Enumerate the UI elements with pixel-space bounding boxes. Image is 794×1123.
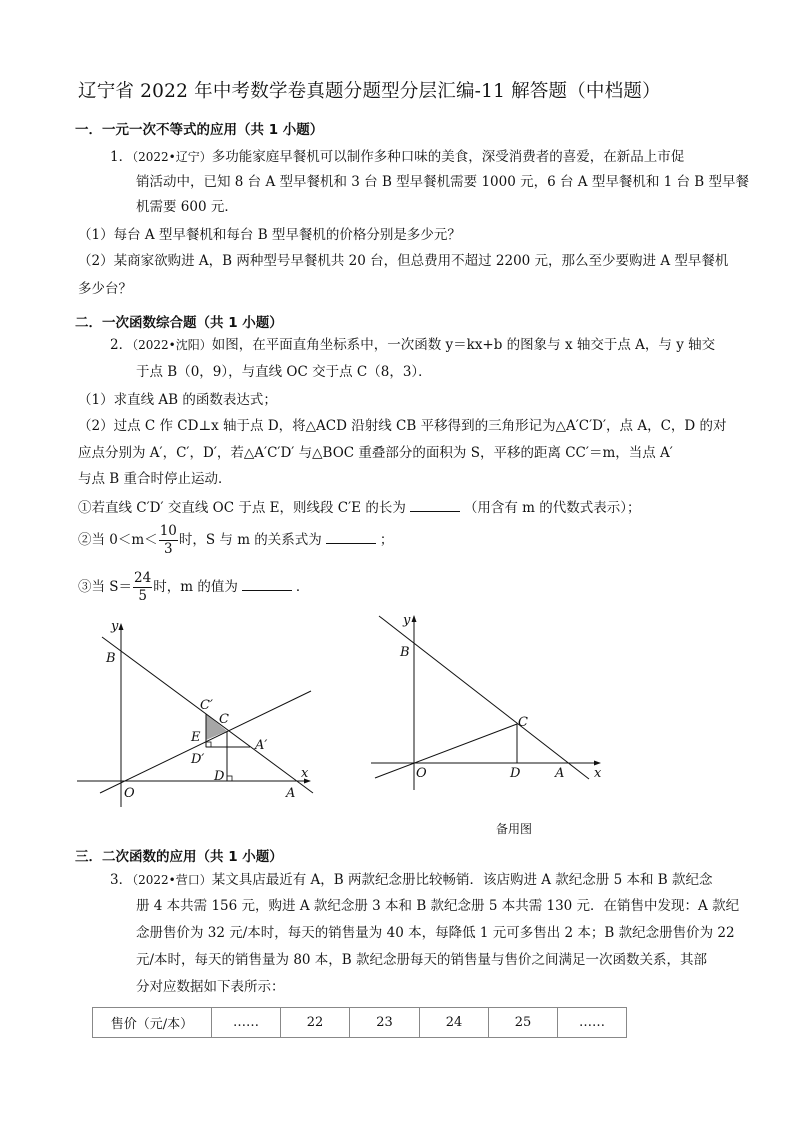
fraction-numerator: 10 bbox=[159, 523, 177, 539]
label-d: D bbox=[214, 769, 225, 784]
table-cell: 24 bbox=[420, 1008, 489, 1038]
table-row bbox=[93, 1008, 627, 1038]
problem-source: （2022•辽宁） bbox=[132, 150, 212, 164]
problem-3-line-1 bbox=[110, 871, 712, 889]
problem-1-part-1: （1）每台 A 型早餐机和每台 B 型早餐机的价格分别是多少元？ bbox=[78, 227, 461, 243]
problem-2-part-2-cont-1: 应点分别为 A′，C′，D′，若△A′C′D′ 与△BOC 重叠部分的面积为 S，平移的距离 CC′＝m，当点 A′ bbox=[78, 445, 673, 461]
problem-3-line-3: 念册售价为 32 元/本时，每天的销售量为 40 本，每降低 1 元可多售出 2 本；B 款纪念册售价为 22 bbox=[136, 925, 735, 941]
problem-1-part-2-cont: 多少台？ bbox=[78, 281, 132, 297]
subquestion-2-text: ②当 0＜m＜ bbox=[78, 532, 158, 548]
fraction-denominator: 3 bbox=[163, 541, 173, 557]
fraction-denominator: 5 bbox=[138, 588, 147, 604]
label-y: y bbox=[111, 619, 119, 634]
subquestion-3-text: ③当 S＝ bbox=[78, 579, 133, 595]
subquestion-3-text-2: 时，m 的值为 bbox=[153, 579, 238, 595]
problem-3-line-2: 册 4 本共需 156 元，购进 A 款纪念册 3 本和 B 款纪念册 5 本共需 130 元．在销售中发现：A 款纪 bbox=[136, 898, 740, 914]
section-heading-3: 三．二次函数的应用（共 1 小题） bbox=[75, 849, 283, 865]
table-cell: 22 bbox=[281, 1008, 350, 1038]
problem-3-line-5: 分对应数据如下表所示： bbox=[136, 979, 285, 995]
problem-1-part-2: （2）某商家欲购进 A，B 两种型号早餐机共 20 台，但总费用不超过 2200 元，那么至少要购进 A 型早餐机 bbox=[78, 253, 729, 269]
backup-figure-caption: 备用图 bbox=[496, 822, 533, 836]
price-table bbox=[92, 1007, 627, 1038]
problem-2-line-2: 于点 B（0，9），与直线 OC 交于点 C（8，3）． bbox=[136, 364, 432, 380]
label-o: O bbox=[416, 766, 427, 781]
subquestion-2-end: ； bbox=[379, 532, 394, 548]
problem-source: （2022•营口） bbox=[132, 873, 212, 887]
problem-text: 多功能家庭早餐机可以制作多种口味的美食，深受消费者的喜爱，在新品上市促 bbox=[211, 149, 685, 165]
label-d: D bbox=[510, 766, 521, 781]
label-c: C bbox=[518, 715, 528, 730]
label-x: x bbox=[594, 766, 602, 781]
problem-2-part-2: （2）过点 C 作 CD⊥x 轴于点 D，将△ACD 沿射线 CB 平移得到的三角形记为△A′C′D′，点 A，C，D 的对 bbox=[78, 418, 727, 434]
problem-1-line-3: 机需要 600 元． bbox=[136, 199, 238, 215]
problem-2-part-2-cont-2: 与点 B 重合时停止运动． bbox=[78, 471, 232, 487]
label-o: O bbox=[124, 786, 135, 801]
subquestion-1-note: （用含有 m 的代数式表示）； bbox=[463, 500, 641, 516]
problem-1-line-2: 销活动中，已知 8 台 A 型早餐机和 3 台 B 型早餐机需要 1000 元，6 台 A 型早餐机和 1 台 B 型早餐 bbox=[136, 174, 750, 190]
label-d-prime: D′ bbox=[191, 752, 205, 767]
table-header-cell: 售价（元/本） bbox=[93, 1008, 212, 1038]
label-a-prime: A′ bbox=[255, 738, 268, 753]
line-ab bbox=[379, 616, 589, 779]
fraction-numerator: 24 bbox=[134, 570, 152, 586]
subquestion-1-text: ①若直线 C′D′ 交直线 OC 于点 E，则线段 C′E 的长为 bbox=[78, 500, 406, 516]
problem-number: 3． bbox=[110, 872, 133, 888]
label-b: B bbox=[106, 651, 116, 666]
problem-text: 某文具店最近有 A，B 两款纪念册比较畅销．该店购进 A 款纪念册 5 本和 B 款纪念 bbox=[211, 872, 713, 888]
table-cell: …… bbox=[212, 1008, 281, 1038]
problem-3-line-4: 元/本时，每天的销售量为 80 本，B 款纪念册每天的销售量与售价之间满足一次函数关系，其部 bbox=[136, 952, 708, 968]
label-c: C bbox=[219, 712, 229, 727]
problem-text: 如图，在平面直角坐标系中，一次函数 y＝kx+b 的图象与 x 轴交于点 A，与 y 轴交 bbox=[211, 337, 716, 353]
table-cell: 25 bbox=[489, 1008, 558, 1038]
label-a: A bbox=[555, 766, 565, 781]
section-heading-2: 二．一次函数综合题（共 1 小题） bbox=[75, 315, 283, 331]
label-e: E bbox=[191, 730, 201, 745]
label-a: A bbox=[286, 786, 296, 801]
subquestion-2-text-2: 时，S 与 m 的关系式为 bbox=[178, 532, 322, 548]
table-cell: 23 bbox=[350, 1008, 420, 1038]
section-heading-1: 一．一元一次不等式的应用（共 1 小题） bbox=[75, 122, 324, 138]
label-b: B bbox=[400, 645, 410, 660]
subquestion-3-end: ． bbox=[295, 579, 310, 595]
document-title: 辽宁省 2022 年中考数学卷真题分题型分层汇编-11 解答题（中档题） bbox=[78, 81, 661, 102]
label-c-prime: C′ bbox=[200, 698, 213, 713]
problem-number: 1． bbox=[110, 149, 133, 165]
problem-number: 2． bbox=[110, 337, 133, 353]
table-cell: …… bbox=[558, 1008, 627, 1038]
problem-2-part-1: （1）求直线 AB 的函数表达式； bbox=[78, 392, 277, 408]
label-x: x bbox=[301, 766, 309, 781]
label-y: y bbox=[403, 613, 411, 628]
segment-oc bbox=[375, 724, 517, 778]
problem-source: （2022•沈阳） bbox=[132, 338, 212, 352]
